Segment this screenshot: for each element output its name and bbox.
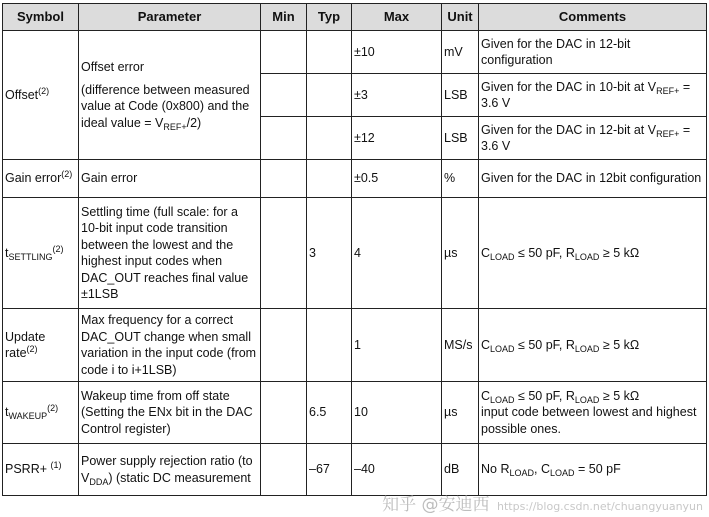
psrr-symbol: PSRR+ <box>5 462 51 477</box>
psrr-symbol-cell <box>3 444 79 496</box>
header-symbol: Symbol <box>3 4 79 31</box>
psrr-comment-mid: , C <box>534 462 550 477</box>
offset-symbol-note: (2) <box>38 85 50 96</box>
offset-unit-2: LSB <box>442 74 479 117</box>
header-row <box>3 4 707 31</box>
wakeup-typ: 6.5 <box>307 382 352 444</box>
psrr-comment-sub1: LOAD <box>509 468 534 479</box>
update-parameter: Max frequency for a correct DAC_OUT change when small variation in the input code (from code i to i+1LSB) <box>79 309 261 382</box>
psrr-comment-text: No R <box>481 462 510 477</box>
wakeup-min <box>261 382 307 444</box>
offset-unit-3: LSB <box>442 117 479 160</box>
psrr-parameter <box>79 444 261 496</box>
gain-max: ±0.5 <box>352 160 442 198</box>
header-min: Min <box>261 4 307 31</box>
update-unit: MS/s <box>442 309 479 382</box>
settling-unit: µs <box>442 198 479 309</box>
offset-symbol: Offset <box>5 87 39 102</box>
offset-comment-3-text: Given for the DAC in 12-bit at V <box>481 122 657 137</box>
update-min <box>261 309 307 382</box>
update-symbol-note: (2) <box>26 344 38 354</box>
wakeup-symbol-cell <box>3 382 79 444</box>
offset-param-sub: REF+ <box>163 121 187 132</box>
update-comment-sub2: LOAD <box>574 343 600 354</box>
psrr-typ: –67 <box>307 444 352 496</box>
settling-symbol-cell <box>3 198 79 309</box>
update-typ <box>307 309 352 382</box>
psrr-param-tail: ) (static DC measurement <box>108 470 251 485</box>
update-comment-mid: ≤ 50 pF, R <box>514 337 575 352</box>
update-comment-sub1: LOAD <box>490 343 515 354</box>
update-comment-tail: ≥ 5 kΩ <box>599 337 640 352</box>
header-unit: Unit <box>442 4 479 31</box>
table-row-settling-time <box>3 198 707 309</box>
settling-symbol-sub: SETTLING <box>8 251 53 262</box>
wakeup-comment-sub2: LOAD <box>574 394 600 405</box>
offset-param-line1: Offset error <box>81 60 144 74</box>
psrr-param-sub: DDA <box>89 476 109 487</box>
update-max: 1 <box>352 309 442 382</box>
settling-symbol-note: (2) <box>52 243 64 254</box>
gain-unit: % <box>442 160 479 198</box>
settling-comment-sub2: LOAD <box>574 251 600 262</box>
offset-comment-2-sub: REF+ <box>656 85 680 96</box>
wakeup-comment <box>479 382 707 444</box>
offset-max-2: ±3 <box>352 74 442 117</box>
header-comments: Comments <box>479 4 707 31</box>
gain-symbol: Gain error <box>5 171 62 186</box>
psrr-unit: dB <box>442 444 479 496</box>
settling-comment-sub1: LOAD <box>490 251 515 262</box>
offset-comment-3-sub: REF+ <box>656 128 680 139</box>
wakeup-max: 10 <box>352 382 442 444</box>
offset-parameter-cell <box>79 31 261 160</box>
offset-comment-2 <box>479 74 707 117</box>
wakeup-symbol-note: (2) <box>47 403 59 414</box>
dac-characteristics-table <box>2 3 707 496</box>
offset-typ-2 <box>307 74 352 117</box>
offset-typ-1 <box>307 31 352 74</box>
gain-symbol-note: (2) <box>61 169 73 180</box>
wakeup-symbol: t <box>5 405 9 420</box>
psrr-comment <box>479 444 707 496</box>
settling-parameter: Settling time (full scale: for a 10-bit input code transition between the lowest and the highest input codes when DAC_OUT reaches final value ±1LSB <box>79 198 261 309</box>
settling-min <box>261 198 307 309</box>
table-row-gain-error <box>3 160 707 198</box>
gain-parameter: Gain error <box>79 160 261 198</box>
watermark <box>382 490 703 515</box>
offset-symbol-cell <box>3 31 79 160</box>
table-row-update-rate <box>3 309 707 382</box>
offset-param-line2 <box>81 82 258 132</box>
wakeup-comment-tail: ≥ 5 kΩ <box>599 388 640 403</box>
wakeup-comment-line2: input code between lowest and highest possible ones. <box>481 405 697 436</box>
offset-min-3 <box>261 117 307 160</box>
settling-comment <box>479 198 707 309</box>
update-comment <box>479 309 707 382</box>
offset-comment-2-text: Given for the DAC in 10-bit at V <box>481 79 657 94</box>
offset-max-3: ±12 <box>352 117 442 160</box>
table-row-psrr <box>3 444 707 496</box>
offset-comment-2-tail: = 3.6 V <box>481 79 691 110</box>
watermark-logo: 知乎 @安迪西 <box>382 495 490 515</box>
gain-symbol-cell <box>3 160 79 198</box>
watermark-url: https://blog.csdn.net/chuangyuanyun <box>497 500 703 513</box>
psrr-max: –40 <box>352 444 442 496</box>
offset-typ-3 <box>307 117 352 160</box>
wakeup-parameter: Wakeup time from off state (Setting the ENx bit in the DAC Control register) <box>79 382 261 444</box>
psrr-param-text: Power supply rejection ratio (to V <box>81 454 253 485</box>
table-row-offset-1 <box>3 31 707 74</box>
gain-comment: Given for the DAC in 12bit configuration <box>479 160 707 198</box>
psrr-comment-sub2: LOAD <box>549 468 575 479</box>
table-row-wakeup-time <box>3 382 707 444</box>
settling-max: 4 <box>352 198 442 309</box>
update-symbol: Update rate <box>5 329 46 360</box>
wakeup-symbol-sub: WAKEUP <box>8 411 48 422</box>
offset-min-1 <box>261 31 307 74</box>
wakeup-comment-c: C <box>481 388 491 403</box>
offset-max-1: ±10 <box>352 31 442 74</box>
wakeup-unit: µs <box>442 382 479 444</box>
update-comment-c: C <box>481 337 491 352</box>
update-symbol-cell <box>3 309 79 382</box>
offset-comment-3-tail: = 3.6 V <box>481 122 691 153</box>
offset-comment-1: Given for the DAC in 12-bit configuration <box>479 31 707 74</box>
wakeup-comment-mid: ≤ 50 pF, R <box>514 388 575 403</box>
wakeup-comment-line1 <box>481 388 704 405</box>
header-parameter: Parameter <box>79 4 261 31</box>
settling-typ: 3 <box>307 198 352 309</box>
offset-unit-1: mV <box>442 31 479 74</box>
settling-symbol: t <box>5 245 9 260</box>
gain-typ <box>307 160 352 198</box>
settling-comment-mid: ≤ 50 pF, R <box>514 245 575 260</box>
settling-comment-tail: ≥ 5 kΩ <box>599 245 640 260</box>
offset-min-2 <box>261 74 307 117</box>
gain-min <box>261 160 307 198</box>
wakeup-comment-sub1: LOAD <box>490 394 515 405</box>
offset-param-text: (difference between measured value at Code (0x800) and the ideal value = V <box>81 82 250 130</box>
header-max: Max <box>352 4 442 31</box>
psrr-symbol-note: (1) <box>50 460 62 471</box>
settling-comment-c: C <box>481 245 491 260</box>
offset-param-tail: /2) <box>186 115 202 130</box>
header-typ: Typ <box>307 4 352 31</box>
psrr-comment-tail: = 50 pF <box>574 462 621 477</box>
psrr-min <box>261 444 307 496</box>
offset-comment-3 <box>479 117 707 160</box>
